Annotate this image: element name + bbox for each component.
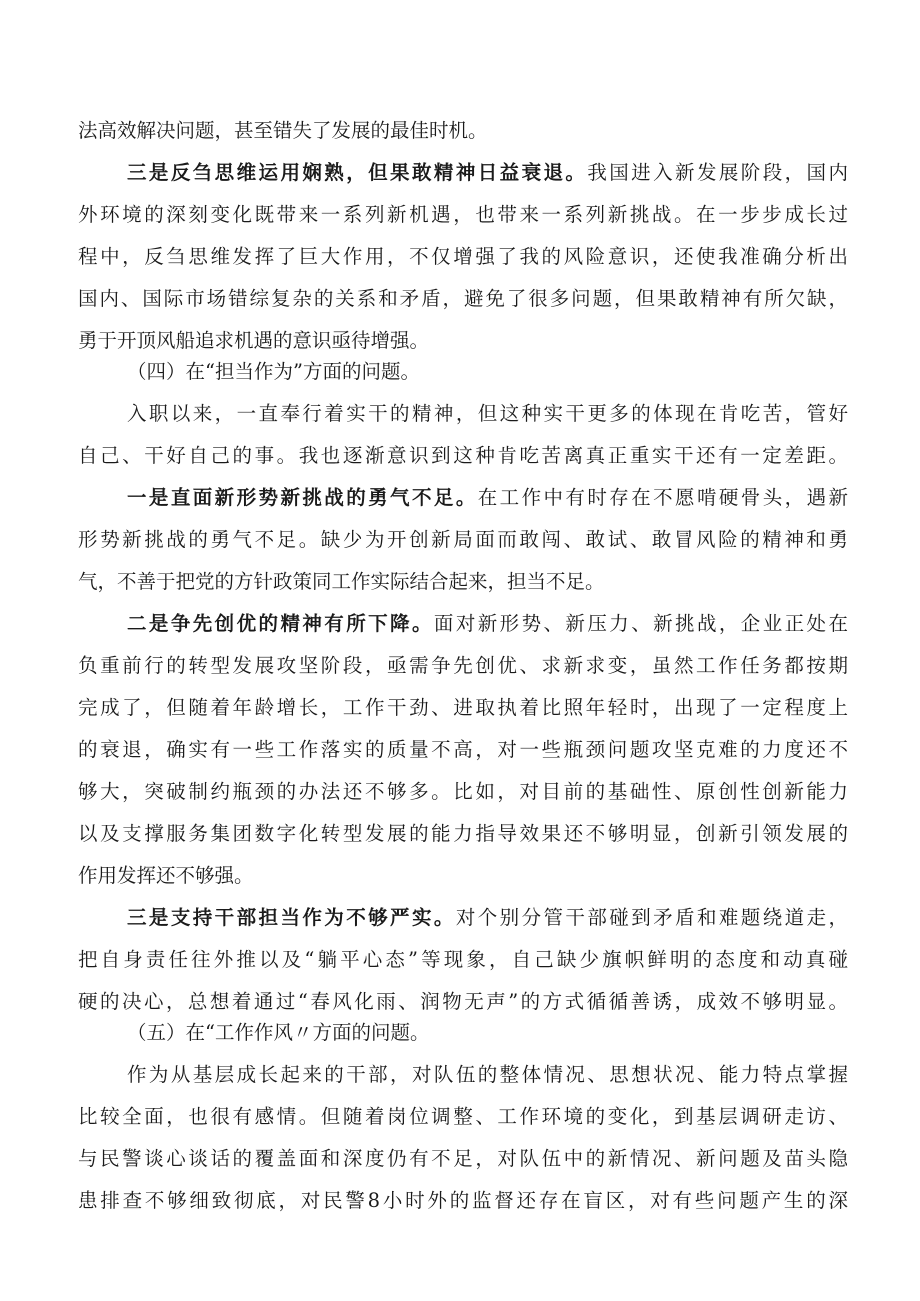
paragraph-line xyxy=(127,905,848,931)
text-line: 国内、国际市场错综复杂的关系和矛盾，避免了很多问题，但果敢精神有所欠缺， xyxy=(78,287,848,310)
text-line: 外环境的深刻变化既带来一系列新机遇，也带来一系列新挑战。在一步步成长过 xyxy=(78,203,848,226)
text-line: 勇于开顶风船追求机遇的意识亟待增强。 xyxy=(78,329,430,352)
point-text: 在工作中有时存在不愿啃硬骨头，遇新 xyxy=(477,486,848,509)
text-line: 患排查不够细致彻底，对民警8小时外的监督还存在盲区，对有些问题产生的深 xyxy=(78,1189,848,1212)
point-text: 我国进入新发展阶段，国内 xyxy=(587,161,848,184)
text-line: 比较全面，也很有感情。但随着岗位调整、工作环境的变化，到基层调研走访、 xyxy=(78,1105,848,1128)
text-line: 的衰退，确实有一些工作落实的质量不高，对一些瓶颈问题攻坚克难的力度还不 xyxy=(78,738,848,761)
text-line: 作用发挥还不够强。 xyxy=(78,864,254,887)
text-line: 法高效解决问题，甚至错失了发展的最佳时机。 xyxy=(78,119,488,142)
section-heading: （五）在“工作作风〃方面的问题。 xyxy=(127,1021,430,1044)
text-line: 以及支撑服务集团数字化转型发展的能力指导效果还不够明显，创新引领发展的 xyxy=(78,822,848,845)
text-line: 形势新挑战的勇气不足。缺少为开创新局面而敢闯、敢试、敢冒风险的精神和勇 xyxy=(78,528,848,551)
text-line: 与民警谈心谈话的覆盖面和深度仍有不足，对队伍中的新情况、新问题及苗头隐 xyxy=(78,1147,848,1170)
point-text: 对个别分管干部碰到矛盾和难题绕道走， xyxy=(455,906,848,929)
point-title: 一是直面新形势新挑战的勇气不足。 xyxy=(127,486,478,509)
point-title: 二是争先创优的精神有所下降。 xyxy=(127,612,434,635)
paragraph-line xyxy=(127,485,848,511)
text-line: 够大，突破制约瓶颈的办法还不够多。比如，对目前的基础性、原创性创新能力 xyxy=(78,780,848,803)
text-line: 完成了，但随着年龄增长，工作干劲、进取执着比照年轻时，出现了一定程度上 xyxy=(78,696,848,719)
paragraph-line xyxy=(127,611,848,637)
text-line: 程中，反刍思维发挥了巨大作用，不仅增强了我的风险意识，还使我准确分析出 xyxy=(78,245,848,268)
section-heading: （四）在“担当作为”方面的问题。 xyxy=(127,360,420,383)
text-line: 负重前行的转型发展攻坚阶段，亟需争先创优、求新求变，虽然工作任务都按期 xyxy=(78,654,848,677)
point-title: 三是支持干部担当作为不够严实。 xyxy=(127,906,456,929)
point-title: 三是反刍思维运用娴熟，但果敢精神日益衰退。 xyxy=(127,161,588,184)
text-line: 自己、干好自己的事。我也逐渐意识到这种肯吃苦离真正重实干还有一定差距。 xyxy=(78,444,848,467)
text-line: 作为从基层成长起来的干部，对队伍的整体情况、思想状况、能力特点掌握 xyxy=(127,1063,848,1086)
text-line: 硬的决心，总想着通过“春风化雨、润物无声”的方式循循善诱，成效不够明显。 xyxy=(78,990,848,1013)
text-line: 入职以来，一直奉行着实干的精神，但这种实干更多的体现在肯吃苦，管好 xyxy=(127,402,848,425)
text-line: 气，不善于把党的方针政策同工作实际结合起来，担当不足。 xyxy=(78,570,605,593)
text-line: 把自身责任往外推以及“躺平心态”等现象，自己缺少旗帜鲜明的态度和动真碰 xyxy=(78,948,848,971)
point-text: 面对新形势、新压力、新挑战，企业正处在 xyxy=(433,612,848,635)
paragraph-line xyxy=(127,160,848,186)
